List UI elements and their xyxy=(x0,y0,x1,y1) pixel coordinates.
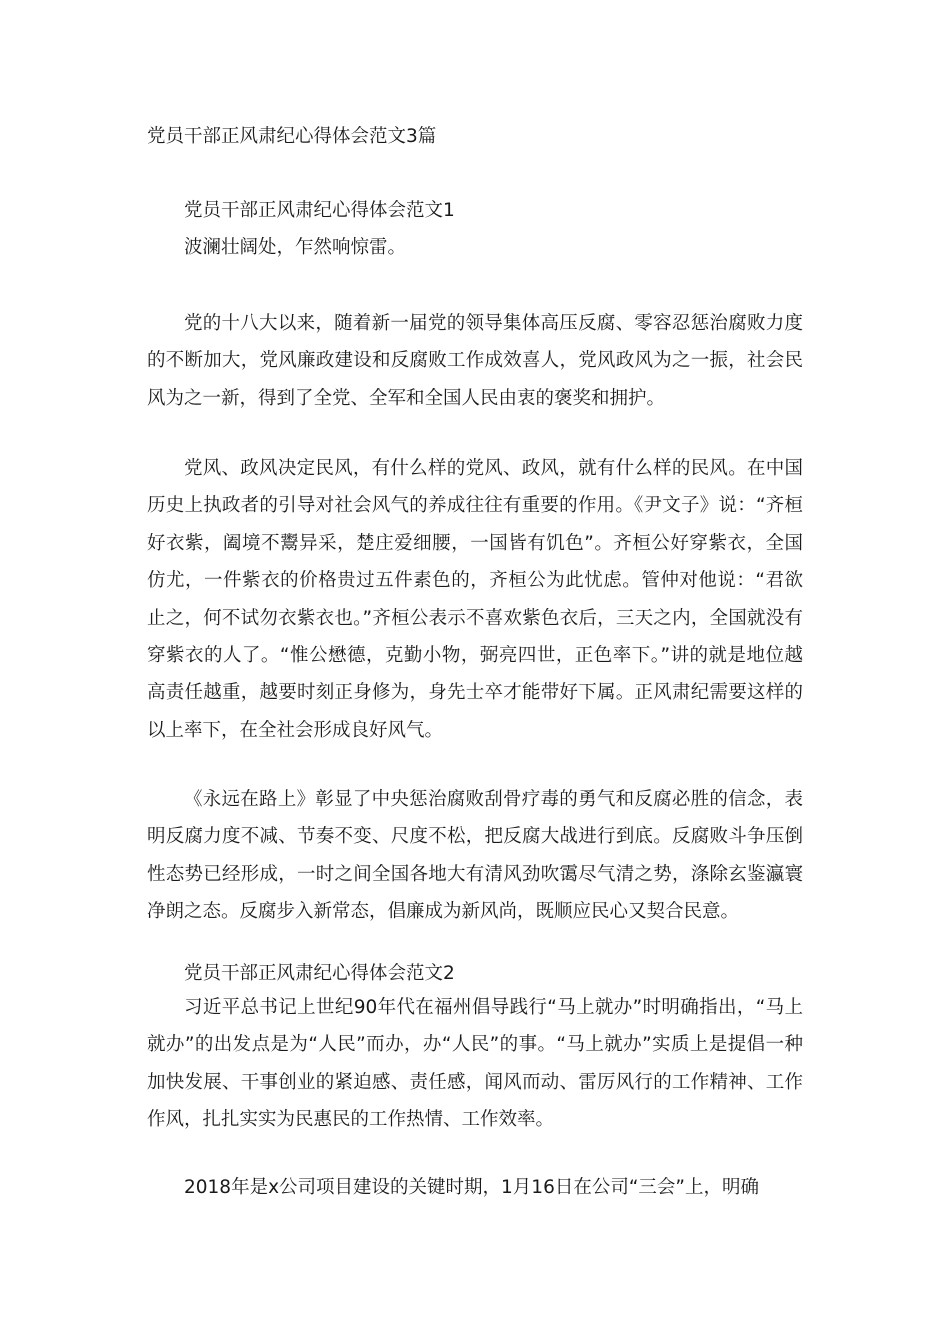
section-2-heading: 党员干部正风肃纪心得体会范文2 xyxy=(184,963,455,984)
section-1-paragraph-2: 党风、政风决定民风，有什么样的党风、政风，就有什么样的民风。在中国历史上执政者的引导对社会风气的养成往往有重要的作用。《尹文子》说：“齐桓好衣紫，阖境不鬻异采，楚庄爱细腰，一国皆有饥色”。齐桓公好穿紫衣，全国仿尤，一件紫衣的价格贵过五件素色的，齐桓公为此忧虑。管仲对他说：“君欲止之，何不试勿衣紫衣也。”齐桓公表示不喜欢紫色衣后，三天之内，全国就没有穿紫衣的人了。“惟公懋德，克勤小物，弼亮四世，正色率下。”讲的就是地位越高责任越重，越要时刻正身修为，身先士卒才能带好下属。正风肃纪需要这样的以上率下，在全社会形成良好风气。 xyxy=(147,458,803,741)
section-1-heading: 党员干部正风肃纪心得体会范文1 xyxy=(184,200,455,221)
section-2-paragraph-2: 2018年是x公司项目建设的关键时期，1月16日在公司“三会”上，明确 xyxy=(184,1177,760,1198)
section-2-paragraph-1: 习近平总书记上世纪90年代在福州倡导践行“马上就办”时明确指出，“马上就办”的出发点是为“人民”而办，办“人民”的事。“马上就办”实质上是提倡一种加快发展、干事创业的紧迫感、责任感，闻风而动、雷厉风行的工作精神、工作作风，扎扎实实为民惠民的工作热情、工作效率。 xyxy=(147,997,803,1131)
section-1-paragraph-3: 《永远在路上》彰显了中央惩治腐败刮骨疗毒的勇气和反腐必胜的信念，表明反腐力度不减、节奏不变、尺度不松，把反腐大战进行到底。反腐败斗争压倒性态势已经形成，一时之间全国各地大有清风劲吹霭尽气清之势，涤除玄鉴瀛寰净朗之态。反腐步入新常态，倡廉成为新风尚，既顺应民心又契合民意。 xyxy=(147,789,803,923)
section-1-paragraph-1: 党的十八大以来，随着新一届党的领导集体高压反腐、零容忍惩治腐败力度的不断加大，党风廉政建设和反腐败工作成效喜人，党风政风为之一振，社会民风为之一新，得到了全党、全军和全国人民由衷的褒奖和拥护。 xyxy=(147,313,803,409)
section-1-lead: 波澜壮阔处，乍然响惊雷。 xyxy=(184,237,407,258)
document-title: 党员干部正风肃纪心得体会范文3篇 xyxy=(147,126,437,147)
